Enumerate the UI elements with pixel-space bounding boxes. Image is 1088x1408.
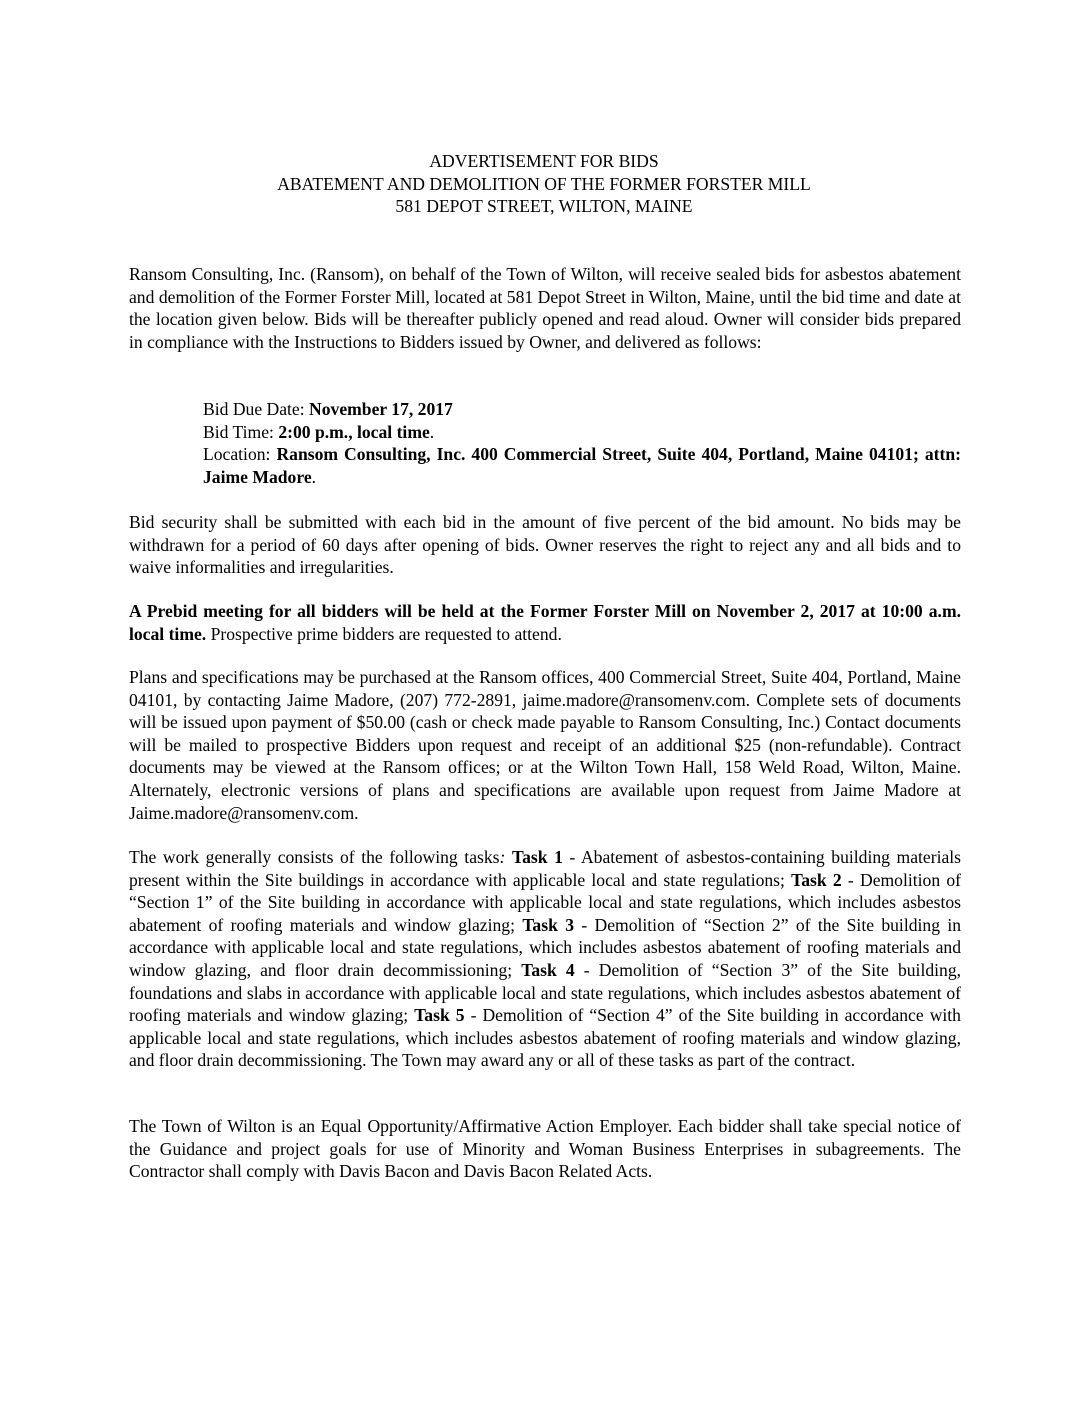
prebid-paragraph bbox=[129, 600, 961, 645]
bid-time-period: . bbox=[429, 421, 435, 442]
bid-location-value: Ransom Consulting, Inc. 400 Commercial Street, Suite 404, Portland, Maine 04101; attn: Jaime Madore bbox=[203, 444, 962, 487]
title-line-2: ABATEMENT AND DEMOLITION OF THE FORMER FORSTER MILL bbox=[277, 173, 811, 194]
tasks-paragraph bbox=[129, 846, 961, 1072]
prebid-attend-text: Prospective prime bidders are requested to attend. bbox=[206, 623, 562, 644]
task-4-label: Task 4 bbox=[521, 959, 575, 980]
task-4-text: - Demolition of “Section 3” of the Site building, foundations and slabs in accordance with applicable local and state regulations, which includes asbestos abatement of roofing materials and window glazing; bbox=[129, 959, 962, 1026]
document-title bbox=[0, 150, 1088, 218]
bid-due-date bbox=[203, 398, 961, 421]
task-5-label: Task 5 bbox=[414, 1005, 465, 1026]
task-1-text: - Abatement of asbestos-containing building materials present within the Site buildings in accordance with applicable local and state regulations; bbox=[129, 847, 961, 890]
bid-time bbox=[203, 421, 961, 444]
prebid-meeting-text: A Prebid meeting for all bidders will be held at the Former Forster Mill on November 2, 2017 at 10:00 a.m. local time. bbox=[129, 601, 961, 644]
intro-paragraph: Ransom Consulting, Inc. (Ransom), on behalf of the Town of Wilton, will receive sealed bids for asbestos abatement and demolition of the Former Forster Mill, located at 581 Depot Street in Wilton, Maine, until the bid time and date at the location given below. Bids will be thereafter publicly opened and read aloud. Owner will consider bids prepared in compliance with the Instructions to Bidders issued by Owner, and delivered as follows: bbox=[129, 264, 961, 352]
bid-due-date-label: Bid Due Date: bbox=[203, 399, 310, 419]
bid-time-value: 2:00 p.m., local time bbox=[278, 421, 430, 442]
task-1-label: Task 1 bbox=[511, 847, 563, 867]
bid-security-paragraph: Bid security shall be submitted with each bid in the amount of five percent of the bid amount. No bids may be withdrawn for a period of 60 days after opening of bids. Owner reserves the right to reject any and all bids and to waive informalities and irregularities. bbox=[129, 512, 961, 578]
eeo-paragraph: The Town of Wilton is an Equal Opportunity/Affirmative Action Employer. Each bidder shall take special notice of the Guidance and project goals for use of Minority and Woman Business Enterprises in subagreements. The Contractor shall comply with Davis Bacon and Davis Bacon Related Acts. bbox=[129, 1116, 961, 1182]
task-2-text: - Demolition of “Section 1” of the Site building in accordance with applicable local and state regulations, which includes asbestos abatement of roofing materials and window glazing; bbox=[129, 869, 961, 935]
tasks-lead: The work generally consists of the following tasks bbox=[129, 847, 500, 867]
task-5-text: - Demolition of “Section 4” of the Site building in accordance with applicable local and state regulations, which includes asbestos abatement of roofing materials and window glazing, and floor drain decommissioning. The Town may award any or all of these tasks as part of the contract. bbox=[129, 1005, 961, 1071]
bid-location bbox=[203, 443, 961, 488]
bid-details bbox=[203, 398, 961, 488]
bid-location-label: Location: bbox=[203, 444, 277, 465]
bid-location-period: . bbox=[311, 466, 317, 487]
tasks-colon: : bbox=[499, 847, 506, 867]
bid-time-label: Bid Time: bbox=[203, 421, 279, 442]
plans-paragraph: Plans and specifications may be purchased at the Ransom offices, 400 Commercial Street, Suite 404, Portland, Maine 04101, by contacting Jaime Madore, (207) 772-2891, jaime.madore@ransomenv.com. Complete sets of documents will be issued upon payment of $50.00 (cash or check made payable to Ransom Consulting, Inc.) Contact documents will be mailed to prospective Bidders upon request and receipt of an additional $25 (non-refundable). Contract documents may be viewed at the Ransom offices; or at the Wilton Town Hall, 158 Weld Road, Wilton, Maine. Alternately, electronic versions of plans and specifications are available upon request from Jaime Madore at Jaime.madore@ransomenv.com. bbox=[129, 667, 961, 823]
bid-due-date-value: November 17, 2017 bbox=[309, 399, 453, 419]
task-2-label: Task 2 bbox=[791, 869, 842, 890]
task-3-label: Task 3 bbox=[522, 914, 574, 935]
title-line-1: ADVERTISEMENT FOR BIDS bbox=[429, 151, 659, 171]
title-line-3: 581 DEPOT STREET, WILTON, MAINE bbox=[395, 196, 693, 217]
task-3-text: - Demolition of “Section 2” of the Site building in accordance with applicable local and state regulations, which includes asbestos abatement of roofing materials and window glazing, and floor drain decommissioning; bbox=[129, 914, 962, 980]
